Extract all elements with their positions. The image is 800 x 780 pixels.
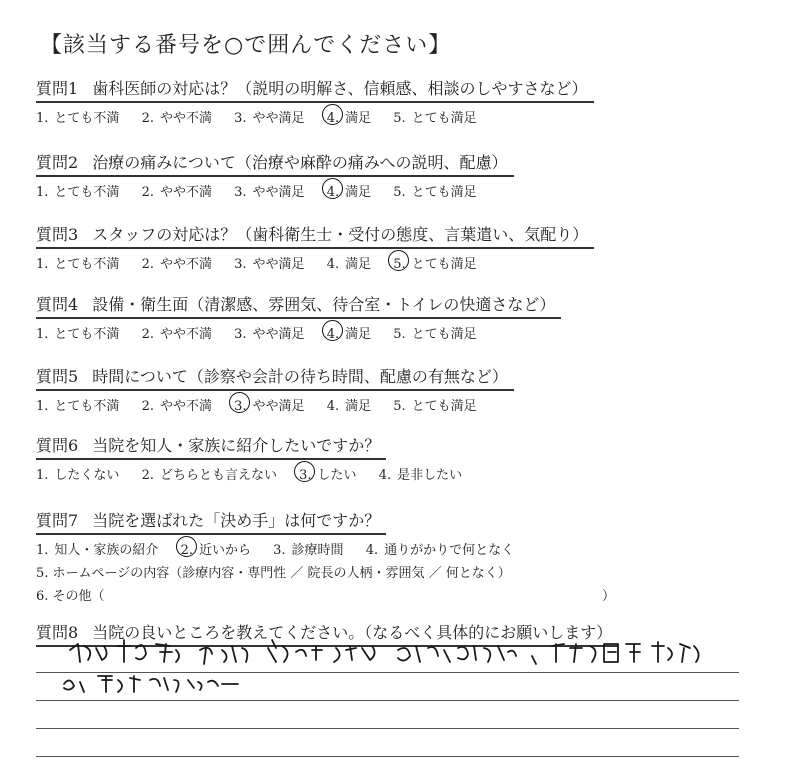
option-number: 3. xyxy=(234,257,247,272)
q7-other-label: 6. その他（ xyxy=(36,589,105,604)
option-text: 近いから xyxy=(198,543,251,558)
option-text: やや満足 xyxy=(252,185,305,200)
option-text: とても満足 xyxy=(411,257,477,272)
option-text: やや満足 xyxy=(252,399,305,414)
option-number: 2. xyxy=(180,543,193,558)
option-text: 満足 xyxy=(345,257,372,272)
option-text: とても満足 xyxy=(411,111,477,126)
option-number: 1. xyxy=(36,111,49,126)
question-6-label: 質問6 xyxy=(36,436,79,455)
question-2-text: 治療の痛みについて（治療や麻酔の痛みへの説明、配慮） xyxy=(92,153,508,172)
option-text: 満足 xyxy=(345,111,372,126)
q7-option-5[interactable]: 5. ホームページの内容（診療内容・専門性 ／ 院長の人柄・雰囲気 ／ 何となく） xyxy=(36,566,511,581)
question-3-label: 質問3 xyxy=(36,225,79,244)
option-text: とても満足 xyxy=(411,185,477,200)
option-text: やや不満 xyxy=(159,399,212,414)
question-5-label: 質問5 xyxy=(36,367,79,386)
option-number: 3. xyxy=(234,327,247,342)
option-text: やや不満 xyxy=(159,327,212,342)
option-text: やや満足 xyxy=(252,327,305,342)
question-8-text: 当院の良いところを教えてください。（なるべく具体的にお願いします） xyxy=(92,623,613,642)
option-text: 知人・家族の紹介 xyxy=(54,543,159,558)
page-title: 【該当する番号を○で囲んでください】 xyxy=(40,33,452,58)
option-text: やや満足 xyxy=(252,111,305,126)
question-2-label: 質問2 xyxy=(36,153,79,172)
option-number: 1. xyxy=(36,185,49,200)
option-number: 2. xyxy=(141,399,154,414)
option-text: とても満足 xyxy=(411,399,477,414)
option-number: 4. xyxy=(326,399,340,414)
q7-other-close: ） xyxy=(602,589,616,604)
option-number: 3. xyxy=(234,399,247,414)
question-7-text: 当院を選ばれた「決め手」は何ですか？ xyxy=(92,511,381,530)
option-number: 5. xyxy=(393,257,406,272)
option-text: とても不満 xyxy=(54,257,120,272)
question-3-text: スタッフの対応は？（歯科衛生士・受付の態度、言葉遣い、気配り） xyxy=(92,225,589,244)
option-number: 1. xyxy=(36,543,49,558)
option-number: 4. xyxy=(326,327,340,342)
option-number: 5. xyxy=(393,185,406,200)
option-number: 1. xyxy=(36,257,49,272)
option-text: 通りがかりで何となく xyxy=(384,543,515,558)
option-number: 1. xyxy=(36,468,49,483)
option-number: 4. xyxy=(326,111,340,126)
option-number: 4. xyxy=(326,185,340,200)
question-1-text: 歯科医師の対応は？（説明の明解さ、信頼感、相談のしやすさなど） xyxy=(92,79,588,98)
option-number: 1. xyxy=(36,399,49,414)
option-text: 是非したい xyxy=(397,468,463,483)
question-4-label: 質問4 xyxy=(36,295,79,314)
question-7-label: 質問7 xyxy=(36,511,79,530)
option-text: したい xyxy=(317,468,357,483)
option-text: したくない xyxy=(54,468,120,483)
option-number: 3. xyxy=(299,468,312,483)
option-number: 2. xyxy=(141,257,154,272)
option-number: 5. xyxy=(393,327,406,342)
question-8-label: 質問8 xyxy=(36,623,79,642)
option-text: とても不満 xyxy=(54,327,120,342)
option-text: とても不満 xyxy=(54,185,120,200)
option-text: やや不満 xyxy=(159,111,212,126)
option-text: 診療時間 xyxy=(291,543,344,558)
option-text: 満足 xyxy=(345,327,372,342)
option-number: 3. xyxy=(234,111,247,126)
option-text: 満足 xyxy=(345,185,372,200)
option-text: とても不満 xyxy=(54,111,120,126)
option-text: どちらとも言えない xyxy=(159,468,277,483)
option-text: やや満足 xyxy=(252,257,305,272)
option-number: 1. xyxy=(36,327,49,342)
option-number: 4. xyxy=(378,468,392,483)
question-4-text: 設備・衛生面（清潔感、雰囲気、待合室・トイレの快適さなど） xyxy=(92,295,556,314)
option-text: やや不満 xyxy=(159,257,212,272)
option-number: 4. xyxy=(365,543,379,558)
question-1-label: 質問1 xyxy=(36,79,79,98)
question-5-text: 時間について（診察や会計の待ち時間、配慮の有無など） xyxy=(92,367,508,386)
option-number: 2. xyxy=(141,468,154,483)
option-number: 3. xyxy=(273,543,286,558)
option-number: 5. xyxy=(393,111,406,126)
option-number: 2. xyxy=(141,111,154,126)
option-number: 2. xyxy=(141,185,154,200)
option-text: とても満足 xyxy=(411,327,477,342)
option-number: 3. xyxy=(234,185,247,200)
option-text: やや不満 xyxy=(159,185,212,200)
option-number: 4. xyxy=(326,257,340,272)
option-text: とても不満 xyxy=(54,399,120,414)
question-6-text: 当院を知人・家族に紹介したいですか？ xyxy=(92,436,381,455)
option-number: 2. xyxy=(141,327,154,342)
option-text: 満足 xyxy=(345,399,372,414)
option-number: 5. xyxy=(393,399,406,414)
